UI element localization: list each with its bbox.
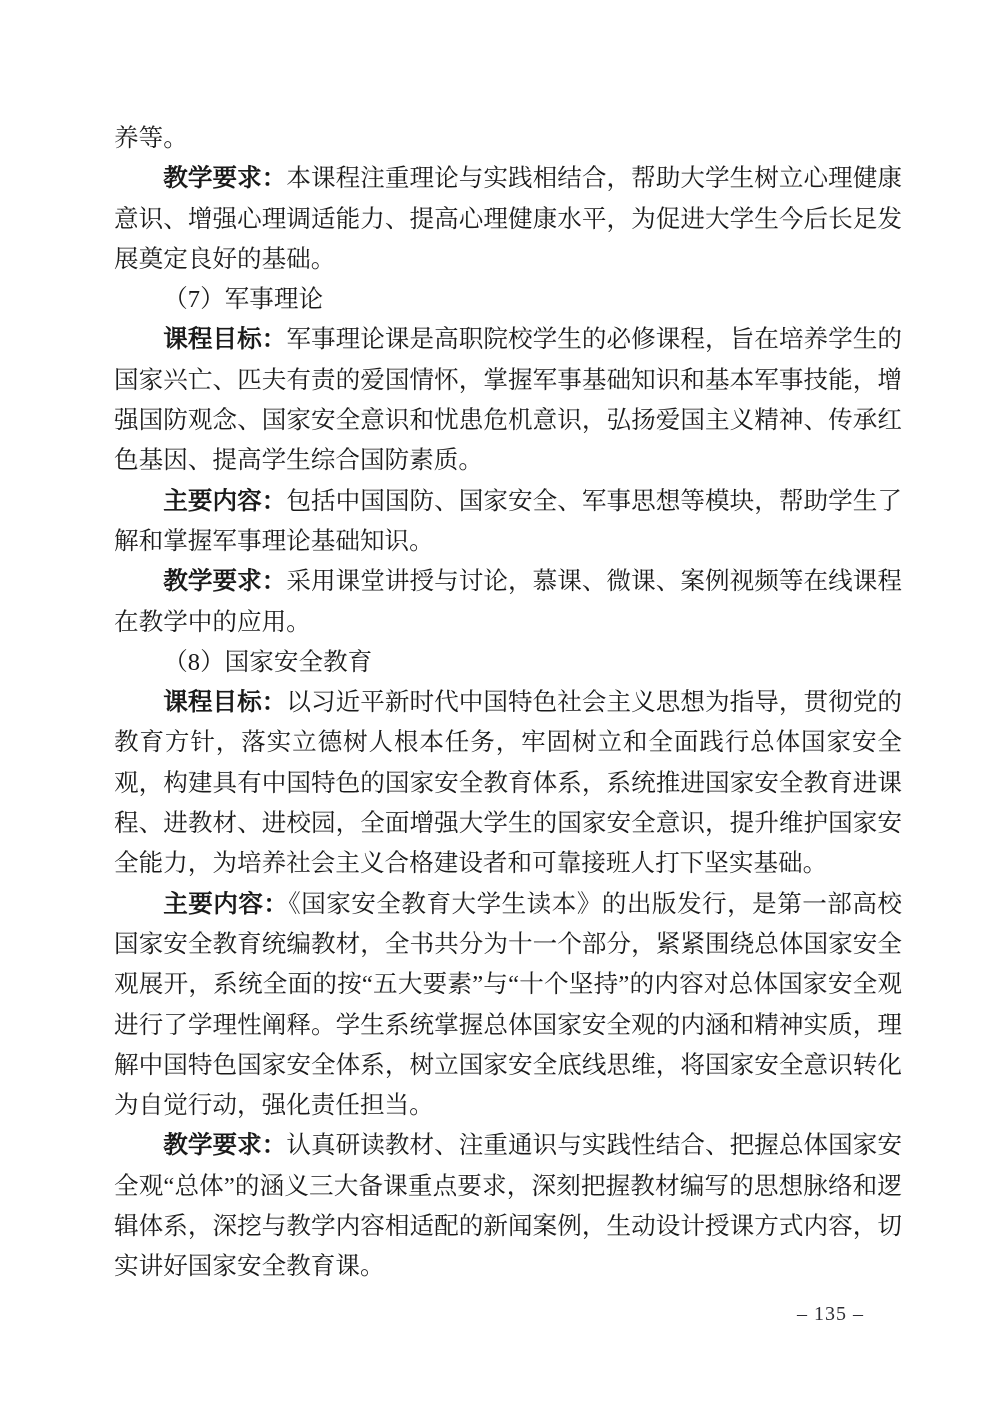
paragraph-label: 教学要求： <box>163 165 287 193</box>
paragraph-label: 主要内容： <box>163 487 287 515</box>
paragraph-text: （8）国家安全教育 <box>163 648 373 676</box>
paragraph-text: 以习近平新时代中国特色社会主义思想为指导，贯彻党的教育方针，落实立德树人根本任务，牢固树立和全面践行总体国家安全观，构建具有中国特色的国家安全教育体系，系统推进国家安全教育进课程、进教材、进校园，全面增强大学生的国家安全意识，提升维护国家安全能力，为培养社会主义合格建设者和可靠接班人打下坚实基础。 <box>114 689 902 878</box>
paragraph <box>114 683 902 884</box>
paragraph-text: 养等。 <box>114 125 188 152</box>
paragraph-label: 主要内容： <box>163 890 289 918</box>
paragraph <box>114 885 902 1127</box>
paragraph <box>114 159 902 280</box>
paragraph-label: 教学要求： <box>163 568 287 596</box>
paragraph-label: 课程目标： <box>163 689 287 717</box>
paragraph-text: 军事理论课是高职院校学生的必修课程，旨在培养学生的国家兴亡、匹夫有责的爱国情怀，掌握军事基础知识和基本军事技能，增强国防观念、国家安全意识和忧患危机意识，弘扬爱国主义精神、传承红色基因、提高学生综合国防素质。 <box>114 326 902 475</box>
paragraph-text: 包括中国国防、国家安全、军事思想等模块，帮助学生了解和掌握军事理论基础知识。 <box>114 487 902 555</box>
page-number: – 135 – <box>797 1303 864 1325</box>
paragraph-label: 教学要求： <box>163 1132 287 1160</box>
paragraph-text: 采用课堂讲授与讨论，慕课、微课、案例视频等在线课程在教学中的应用。 <box>114 568 902 636</box>
document-body <box>114 119 902 1288</box>
paragraph-text: 认真研读教材、注重通识与实践性结合、把握总体国家安全观“总体”的涵义三大备课重点要求，深刻把握教材编写的思想脉络和逻辑体系，深挖与教学内容相适配的新闻案例，生动设计授课方式内容，切实讲好国家安全教育课。 <box>114 1132 902 1281</box>
paragraph <box>114 1126 902 1287</box>
paragraph-section-heading <box>114 643 902 683</box>
paragraph-label: 课程目标： <box>163 326 287 354</box>
paragraph-text: 《国家安全教育大学生读本》的出版发行，是第一部高校国家安全教育统编教材，全书共分为十一个部分，紧紧围绕总体国家安全观展开，系统全面的按“五大要素”与“十个坚持”的内容对总体国家安全观进行了学理性阐释。学生系统掌握总体国家安全观的内涵和精神实质，理解中国特色国家安全体系，树立国家安全底线思维，将国家安全意识转化为自觉行动，强化责任担当。 <box>114 890 902 1120</box>
paragraph <box>114 562 902 643</box>
paragraph-text: （7）军事理论 <box>163 286 324 314</box>
paragraph <box>114 119 902 159</box>
paragraph <box>114 482 902 563</box>
paragraph-text: 本课程注重理论与实践相结合，帮助大学生树立心理健康意识、增强心理调适能力、提高心理健康水平，为促进大学生今后长足发展奠定良好的基础。 <box>114 165 902 273</box>
paragraph-section-heading <box>114 280 902 320</box>
paragraph <box>114 320 902 481</box>
